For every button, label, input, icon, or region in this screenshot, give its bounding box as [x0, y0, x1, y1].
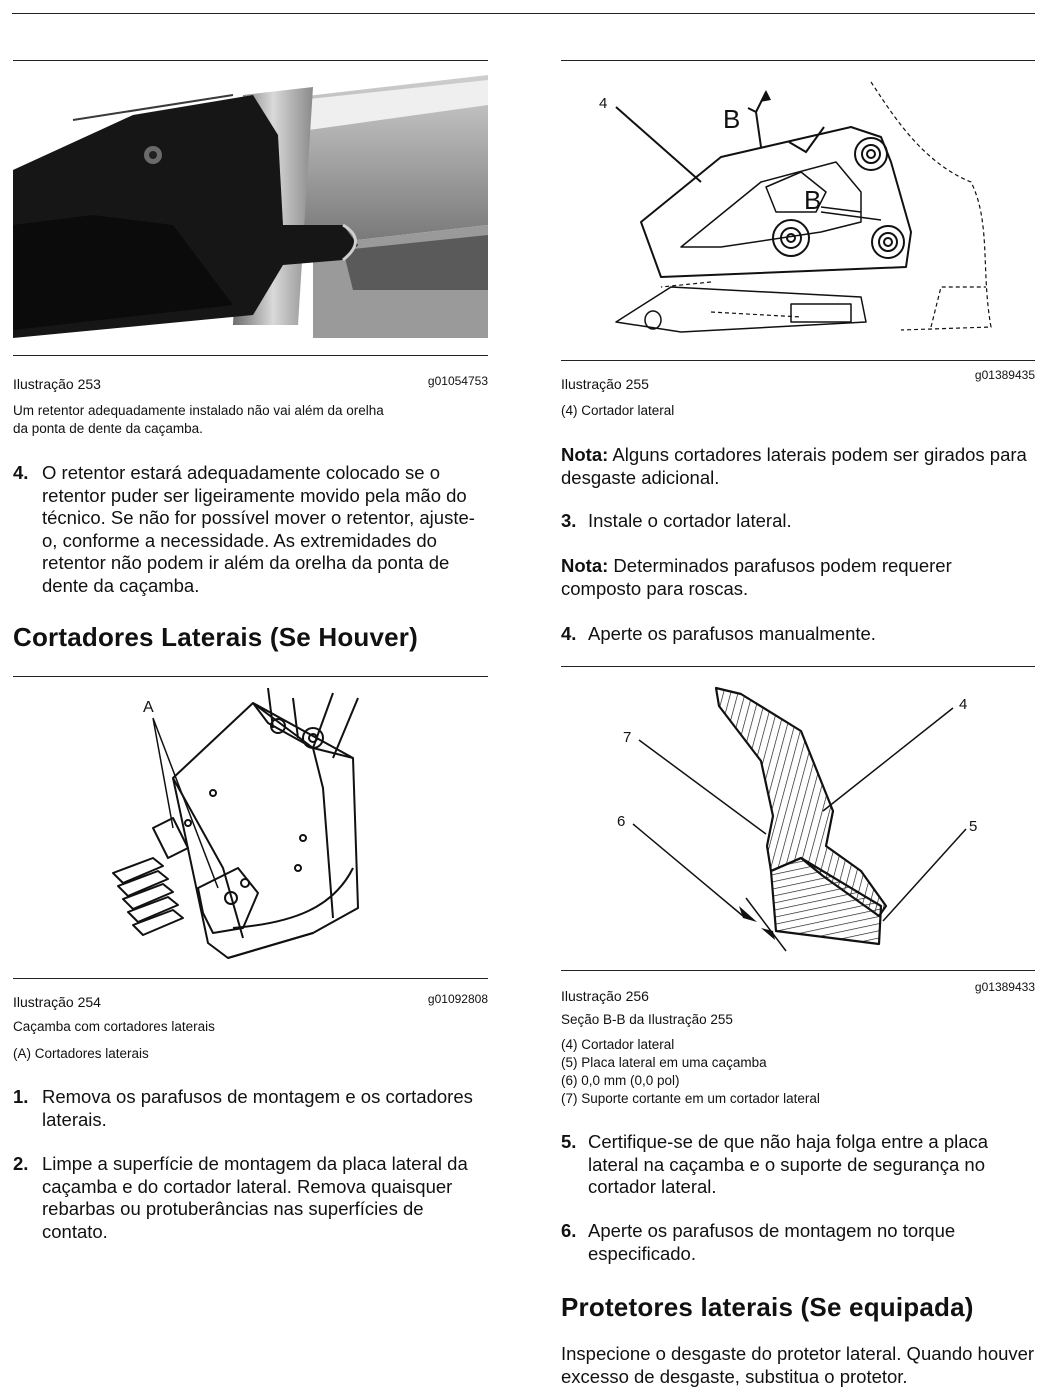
step-number: 5.: [561, 1131, 577, 1152]
figure-top-rule: [13, 676, 488, 677]
figure-bottom-rule: [561, 360, 1035, 361]
figure-legend: [561, 402, 1035, 420]
legend-line: (4) Cortador lateral: [561, 1037, 675, 1052]
figure-code: g01092808: [427, 992, 488, 1006]
legend-line: (6) 0,0 mm (0,0 pol): [561, 1073, 680, 1088]
step-item: [13, 1153, 488, 1243]
section-heading: Protetores laterais (Se equipada): [561, 1292, 974, 1322]
step-item: [561, 1131, 1035, 1199]
figure-bottom-rule: [13, 355, 488, 356]
step-text: Certifique-se de que não haja folga entre a placa lateral na caçamba e o suporte de segurança no cortador lateral.: [588, 1131, 989, 1197]
note-label: Nota:: [561, 555, 609, 576]
note-label: Nota:: [561, 444, 609, 465]
legend-line: (7) Suporte cortante em um cortador lateral: [561, 1091, 820, 1106]
callout-a: A: [143, 699, 154, 716]
paragraph-text: Inspecione o desgaste do protetor lateral. Quando houver excesso de desgaste, substitua o protetor.: [561, 1343, 1035, 1387]
side-cutter-diagram: [561, 72, 1035, 344]
step-text: Limpe a superfície de montagem da placa lateral da caçamba e do cortador lateral. Remova quaisquer rebarbas ou protuberâncias nas superfícies de contato.: [42, 1153, 468, 1242]
figure-bottom-rule: [561, 970, 1035, 971]
figure-code: g01054753: [427, 374, 488, 388]
figure-caption: [13, 402, 488, 438]
bucket-side-cutters-diagram: [13, 688, 488, 968]
step-item: [13, 1086, 488, 1131]
figure-caption-row: [13, 982, 488, 1010]
step-number: 4.: [13, 462, 29, 483]
legend-line: (5) Placa lateral em uma caçamba: [561, 1055, 767, 1070]
note: [561, 444, 1035, 489]
figure-top-rule: [561, 666, 1035, 667]
figure-caption-row: [561, 976, 1035, 1004]
step-text: O retentor estará adequadamente colocado se o retentor puder ser ligeiramente movido pela mão do técnico. Se não for possível mover o retentor, ajuste-o, conforme a necessidade. As extremidades do retentor não podem ir além da orelha da ponta de dente da caçamba.: [42, 462, 475, 596]
figure-label: Ilustração 253: [13, 376, 101, 392]
caption-line: da ponta de dente da caçamba.: [13, 421, 203, 436]
step-item: [561, 623, 1035, 646]
callout-6: 6: [617, 813, 626, 830]
caption-line: Seção B-B da Ilustração 255: [561, 1012, 733, 1027]
figure-caption: [13, 1018, 488, 1063]
figure-bottom-rule: [13, 978, 488, 979]
step-text: Aperte os parafusos manualmente.: [588, 623, 876, 644]
figure-label: Ilustração 255: [561, 376, 649, 392]
figure-caption-row: [561, 364, 1035, 392]
step-number: 4.: [561, 623, 577, 644]
callout-5: 5: [969, 818, 978, 835]
figure-top-rule: [561, 60, 1035, 61]
step-text: Instale o cortador lateral.: [588, 510, 792, 531]
step-number: 2.: [13, 1153, 29, 1174]
step-item: [561, 510, 1035, 533]
callout-4: 4: [959, 696, 968, 713]
figure-label: Ilustração 254: [13, 994, 101, 1010]
retainer-photo: [13, 75, 488, 338]
step-number: 6.: [561, 1220, 577, 1241]
figure-top-rule: [13, 60, 488, 61]
legend-line: (A) Cortadores laterais: [13, 1046, 149, 1061]
callout-b-top: B: [723, 104, 741, 134]
callout-7: 7: [623, 729, 632, 746]
callout-b-bottom: B: [804, 185, 822, 215]
caption-line: Um retentor adequadamente instalado não vai além da orelha: [13, 403, 384, 418]
legend-line: (4) Cortador lateral: [561, 403, 675, 418]
note: [561, 555, 1035, 600]
step-item: [561, 1220, 1035, 1265]
caption-line: Caçamba com cortadores laterais: [13, 1019, 215, 1034]
callout-4: 4: [599, 95, 608, 112]
note-text: Determinados parafusos podem requerer composto para roscas.: [561, 555, 952, 599]
paragraph: [561, 1343, 1035, 1388]
note-text: Alguns cortadores laterais podem ser girados para desgaste adicional.: [561, 444, 1027, 488]
step-number: 3.: [561, 510, 577, 531]
step-text: Remova os parafusos de montagem e os cortadores laterais.: [42, 1086, 473, 1130]
figure-label: Ilustração 256: [561, 988, 649, 1004]
page-top-rule: [12, 13, 1035, 14]
step-text: Aperte os parafusos de montagem no torque especificado.: [588, 1220, 956, 1264]
step-item: [13, 462, 488, 597]
step-number: 1.: [13, 1086, 29, 1107]
section-bb-diagram: [561, 676, 1035, 966]
section-heading: Cortadores Laterais (Se Houver): [13, 622, 418, 652]
figure-code: g01389435: [974, 368, 1035, 382]
figure-legend: [561, 1011, 1035, 1108]
figure-caption-row: [13, 360, 488, 392]
figure-code: g01389433: [974, 980, 1035, 994]
